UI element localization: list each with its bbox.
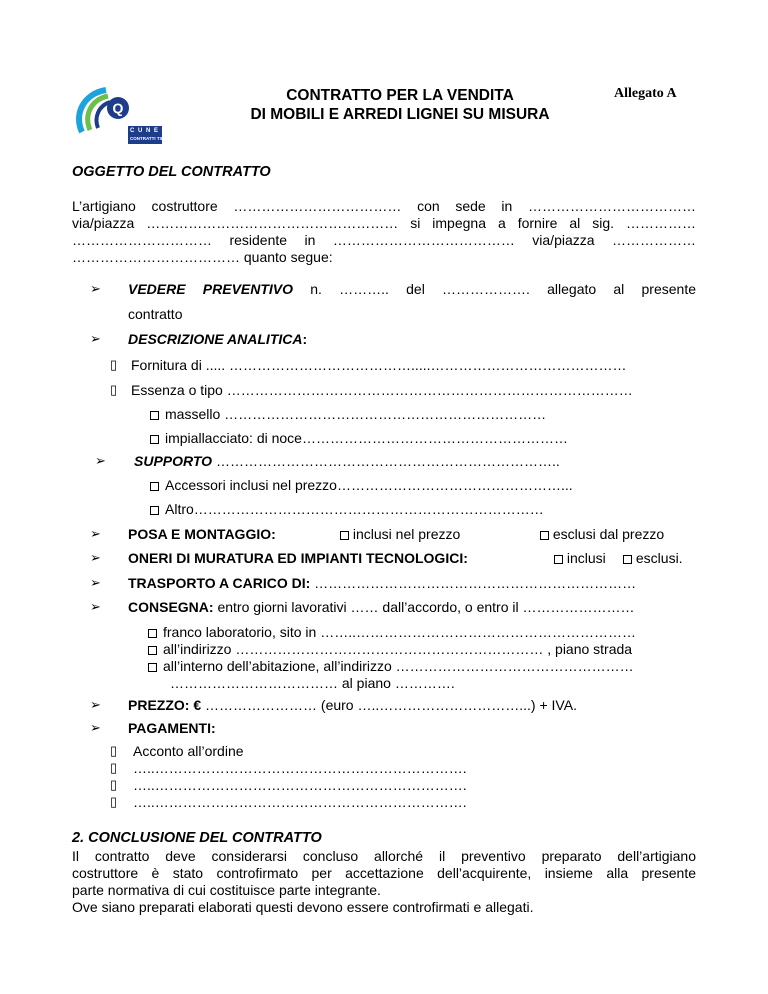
essenza-line: Essenza o tipo …………………………………………………………………………… [131, 382, 633, 398]
conclusione-line-2: costruttore è stato controfirmato per accettazione dell’acquirente, insieme alla presente [72, 865, 696, 881]
square-bullet-icon: ▯ [110, 382, 118, 397]
checkbox-icon[interactable] [150, 411, 159, 420]
document-title: CONTRATTO PER LA VENDITA DI MOBILI E ARREDI LIGNEI SU MISURA [250, 87, 550, 123]
accessori-option: Accessori inclusi nel prezzo…………………………………………... [150, 477, 573, 493]
arrow-bullet-icon: ➢ [90, 281, 101, 296]
arrow-bullet-icon: ➢ [90, 575, 101, 590]
checkbox-icon[interactable] [148, 629, 157, 638]
section-heading-conclusione: 2. CONCLUSIONE DEL CONTRATTO [72, 830, 322, 846]
massello-option: massello …………………………………………………………… [150, 406, 546, 422]
square-bullet-icon: ▯ [110, 743, 118, 758]
square-bullet-icon: ▯ [110, 357, 118, 372]
arrow-bullet-icon: ➢ [90, 697, 101, 712]
arrow-bullet-icon: ➢ [95, 453, 106, 468]
consegna: CONSEGNA: entro giorni lavorativi …… dall’accordo, o entro il …………………… [128, 599, 635, 615]
descrizione-analitica: DESCRIZIONE ANALITICA: [128, 331, 308, 347]
section-heading-oggetto: OGGETTO DEL CONTRATTO [72, 164, 271, 180]
logo [72, 82, 168, 162]
pagamento-line: …..…………………………………………………………. [133, 794, 467, 810]
prezzo: PREZZO: € …………………… (euro …..…………………………...) + IVA. [128, 697, 577, 713]
interno-cont: ……………………………… al piano …………. [170, 675, 455, 691]
checkbox-icon[interactable] [148, 663, 157, 672]
trasporto: TRASPORTO A CARICO DI: …………………………………………………………… [128, 575, 637, 591]
conclusione-line-1: Il contratto deve considerarsi concluso allorché il preventivo preparato dell’artigiano [72, 848, 696, 864]
conclusione-line-4: Ove siano preparati elaborati questi devono essere controfirmati e allegati. [72, 899, 534, 915]
acconto-line: Acconto all’ordine [133, 743, 244, 759]
square-bullet-icon: ▯ [110, 777, 118, 792]
checkbox-icon[interactable] [554, 555, 563, 564]
logo-mark-icon [72, 82, 168, 162]
pagamento-line: …..…………………………………………………………. [133, 760, 467, 776]
oneri-opt-esclusi: esclusi. [623, 550, 683, 566]
allegato-label: Allegato A [614, 86, 677, 101]
posa-opt-esclusi: esclusi dal prezzo [540, 526, 664, 542]
square-bullet-icon: ▯ [110, 794, 118, 809]
logo-brand-line2: CONTRATTI TIPO [130, 136, 168, 141]
fornitura-line: Fornitura di ..... ………………………………….....…………………………………… [131, 357, 627, 373]
arrow-bullet-icon: ➢ [90, 720, 101, 735]
impiallacciato-option: impiallacciato: di noce………………………………………………… [150, 430, 568, 446]
pagamento-line: …..…………………………………………………………. [133, 777, 467, 793]
arrow-bullet-icon: ➢ [90, 331, 101, 346]
vedere-preventivo: VEDERE PREVENTIVO n. ……….. del ………………. allegato al presente [128, 281, 696, 297]
checkbox-icon[interactable] [340, 531, 349, 540]
supporto: SUPPORTO ……………………………………………………………….. [134, 453, 560, 469]
checkbox-icon[interactable] [150, 482, 159, 491]
posa-label: POSA E MONTAGGIO: [128, 526, 276, 542]
oneri-label: ONERI DI MURATURA ED IMPIANTI TECNOLOGICI: [128, 550, 468, 566]
checkbox-icon[interactable] [623, 555, 632, 564]
logo-brand-line1: C U N E O [130, 128, 168, 134]
vedere-preventivo-cont: contratto [128, 306, 183, 322]
arrow-bullet-icon: ➢ [90, 550, 101, 565]
arrow-bullet-icon: ➢ [90, 526, 101, 541]
svg-text:Q: Q [112, 100, 124, 116]
square-bullet-icon: ▯ [110, 760, 118, 775]
altro-option: Altro………………………………………………………………… [150, 501, 544, 517]
arrow-bullet-icon: ➢ [90, 599, 101, 614]
intro-line-3: ………………………… residente in ………………………………… via/piazza ……………… [72, 232, 696, 248]
intro-line-1: L’artigiano costruttore ……………………………… con sede in ……………………………… [72, 198, 696, 214]
indirizzo-option: all’indirizzo ………………………………………………………… , piano strada [148, 641, 632, 657]
intro-line-4: ……………………………… quanto segue: [72, 249, 333, 265]
conclusione-line-3: parte normativa di cui costituisce parte integrante. [72, 882, 381, 898]
checkbox-icon[interactable] [540, 531, 549, 540]
checkbox-icon[interactable] [150, 435, 159, 444]
pagamenti-label: PAGAMENTI: [128, 720, 216, 736]
checkbox-icon[interactable] [148, 646, 157, 655]
posa-opt-inclusi: inclusi nel prezzo [340, 526, 460, 542]
intro-line-2: via/piazza ……………………………………………… si impegna a fornire al sig. …………… [72, 215, 696, 231]
oneri-opt-inclusi: inclusi [554, 550, 606, 566]
checkbox-icon[interactable] [150, 506, 159, 515]
franco-option: franco laboratorio, sito in ……..…………………………………………………… [148, 624, 636, 640]
interno-option: all’interno dell’abitazione, all’indirizzo …………………………………………… [148, 658, 634, 674]
